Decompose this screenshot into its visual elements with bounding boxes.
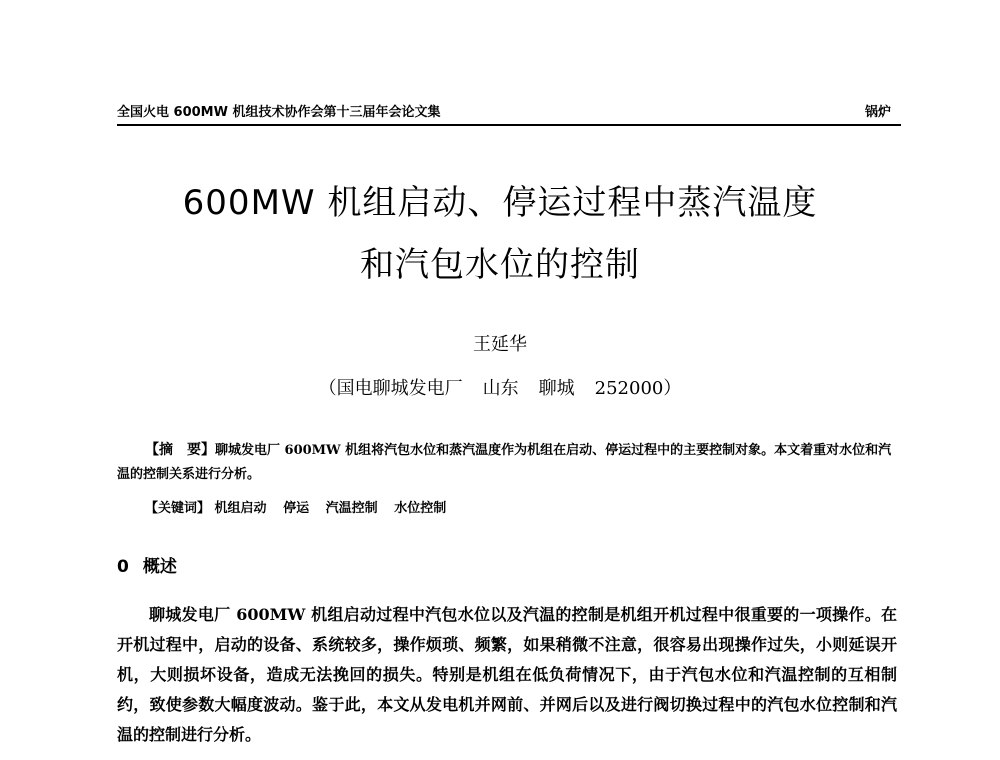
section-heading	[117, 555, 177, 579]
keyword-item: 机组启动	[214, 501, 267, 516]
header-section-name: 锅炉	[864, 105, 891, 120]
body-paragraph: 聊城发电厂 600MW 机组启动过程中汽包水位以及汽温的控制是机组开机过程中很重要的一项操作。在开机过程中，启动的设备、系统较多，操作烦琐、频繁，如果稍微不注意，很容易出现操作过失，小则延误开机，大则损坏设备，造成无法挽回的损失。特别是机组在低负荷情况下，由于汽包水位和汽温控制的互相制约，致使参数大幅度波动。鉴于此，本文从发电机并网前、并网后以及进行阀切换过程中的汽包水位控制和汽温的控制进行分析。	[117, 605, 897, 744]
affiliation-postcode: 252000）	[594, 378, 682, 399]
header-proceedings-title: 全国火电 600MW 机组技术协作会第十三届年会论文集	[117, 105, 441, 120]
body-text	[117, 600, 897, 750]
abstract-text: 聊城发电厂 600MW 机组将汽包水位和蒸汽温度作为机组在启动、停运过程中的主要控制对象。本文着重对水位和汽温的控制关系进行分析。	[117, 443, 892, 482]
affiliation-city: 聊城	[538, 378, 575, 399]
keyword-item: 水位控制	[394, 501, 447, 516]
abstract	[117, 438, 901, 487]
keyword-item: 汽温控制	[325, 501, 378, 516]
affiliation-org: （国电聊城发电厂	[318, 378, 463, 399]
section-number: 0	[117, 557, 129, 577]
author-name: 王延华	[473, 334, 527, 355]
author-affiliation	[0, 376, 1000, 402]
paper-title-line-1: 600MW 机组启动、停运过程中蒸汽温度	[182, 183, 818, 223]
abstract-label: 【摘 要】	[145, 442, 215, 458]
affiliation-province: 山东	[482, 378, 519, 399]
keywords-label: 【关键词】	[145, 501, 211, 516]
running-header	[117, 102, 901, 126]
section-title: 概述	[142, 557, 177, 577]
paper-title-line-2: 和汽包水位的控制	[360, 245, 640, 285]
keywords	[145, 498, 458, 520]
keyword-item: 停运	[283, 501, 310, 516]
